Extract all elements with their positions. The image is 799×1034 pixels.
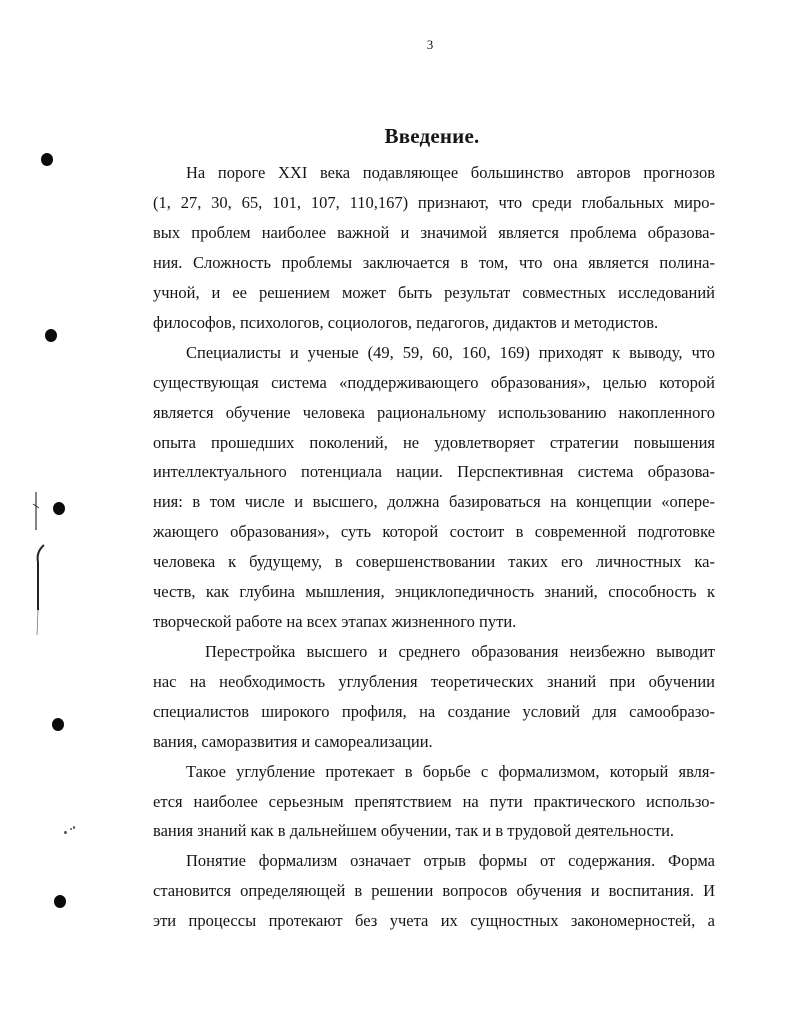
margin-scan-mark: [28, 490, 52, 640]
text-line: (1, 27, 30, 65, 101, 107, 110,167) признают, что среди глобальных миро-: [153, 193, 715, 212]
text-line: специалистов широкого профиля, на создание условий для самообразо-: [153, 702, 715, 721]
text-line: учной, и ее решением может быть результат совместных исследований: [153, 283, 715, 302]
page-number: 3: [426, 37, 434, 52]
text-line: творческой работе на всех этапах жизненного пути.: [153, 612, 517, 631]
punch-hole: [52, 718, 64, 731]
text-line: становится определяющей в решении вопросов обучения и воспитания. И: [153, 881, 715, 900]
text-line: Перестройка высшего и среднего образования неизбежно выводит: [205, 642, 715, 661]
text-line: интеллектуального потенциала нации. Перспективная система образова-: [153, 462, 715, 481]
text-line: Специалисты и ученые (49, 59, 60, 160, 169) приходят к выводу, что: [186, 343, 715, 362]
punch-hole: [53, 502, 65, 515]
text-line: жающего образования», суть которой состоит в современной подготовке: [153, 522, 715, 541]
text-line: На пороге XXI века подавляющее большинство авторов прогнозов: [186, 163, 715, 182]
scan-speck: [64, 831, 67, 834]
text-line: человека к будущему, в совершенствовании таких его личностных ка-: [153, 552, 715, 571]
scan-speck: [70, 828, 72, 830]
text-line: вых проблем наиболее важной и значимой является проблема образова-: [153, 223, 715, 242]
punch-hole: [54, 895, 66, 908]
text-line: нас на необходимость углубления теоретических знаний при обучении: [153, 672, 715, 691]
section-heading: Введение.: [384, 124, 480, 148]
punch-hole: [45, 329, 57, 342]
punch-hole: [41, 153, 53, 166]
text-line: ния: в том числе и высшего, должна базироваться на концепции «опере-: [153, 492, 715, 511]
text-line: ется наиболее серьезным препятствием на пути практического использо-: [153, 792, 715, 811]
text-line: Такое углубление протекает в борьбе с формализмом, который явля-: [186, 762, 715, 781]
text-line: вания, саморазвития и самореализации.: [153, 732, 433, 751]
text-line: эти процессы протекают без учета их сущностных закономерностей, а: [153, 911, 715, 930]
text-line: Понятие формализм означает отрыв формы от содержания. Форма: [186, 851, 715, 870]
text-line: честв, как глубина мышления, энциклопедичность знаний, способность к: [153, 582, 715, 601]
text-line: является обучение человека рациональному использованию накопленного: [153, 403, 715, 422]
scan-speck: [73, 826, 75, 829]
text-line: ния. Сложность проблемы заключается в том, что она является полина-: [153, 253, 715, 272]
text-line: существующая система «поддерживающего образования», целью которой: [153, 373, 715, 392]
text-line: вания знаний как в дальнейшем обучении, так и в трудовой деятельности.: [153, 821, 675, 840]
text-line: философов, психологов, социологов, педагогов, дидактов и методистов.: [153, 313, 659, 332]
text-line: опыта прошедших поколений, не удовлетворяет стратегии повышения: [153, 433, 715, 452]
